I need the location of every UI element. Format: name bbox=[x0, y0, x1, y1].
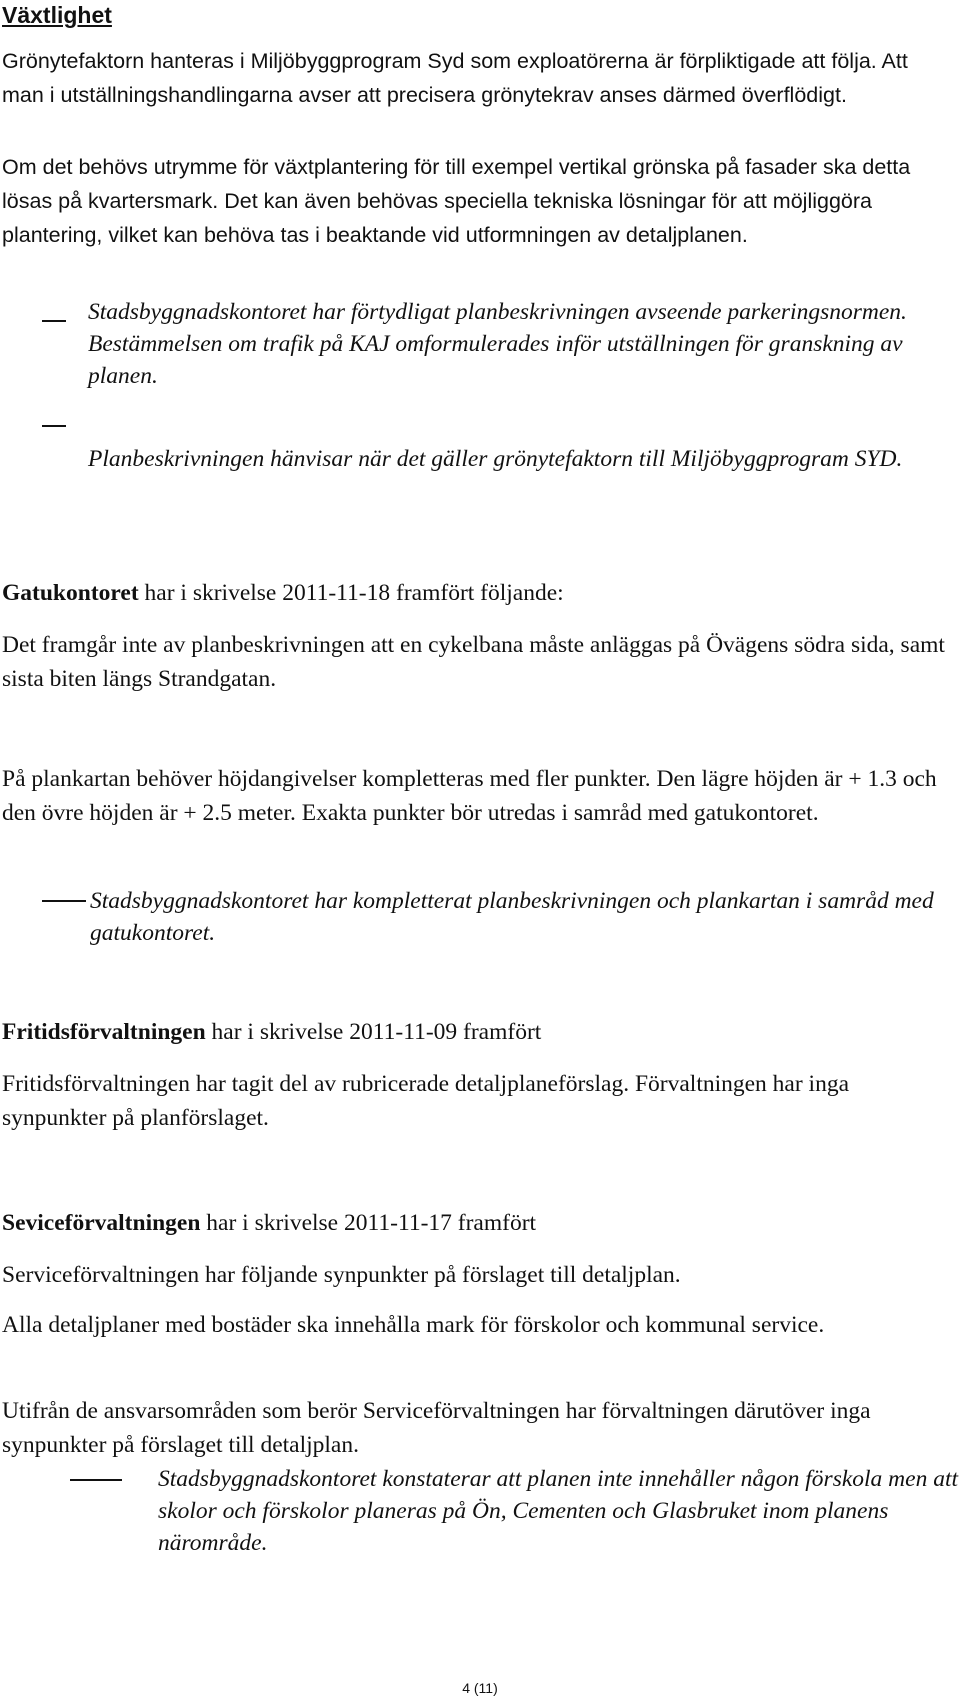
paragraph-service-ansvarsomraden: Utifrån de ansvarsområden som berör Serviceförvaltningen har förvaltningen därutöver inga synpunkter på förslaget till detaljplan. bbox=[2, 1398, 871, 1458]
org-name: Seviceförvaltningen bbox=[2, 1210, 201, 1236]
page-number: 4 (11) bbox=[462, 1680, 498, 1696]
dash-marker bbox=[70, 1479, 122, 1481]
dash-marker bbox=[42, 320, 66, 322]
paragraph-service-forskolor: Alla detaljplaner med bostäder ska innehålla mark för förskolor och kommunal service. bbox=[2, 1312, 825, 1338]
org-name: Gatukontoret bbox=[2, 580, 139, 606]
intro-text: har i skrivelse 2011-11-09 framfört bbox=[205, 1019, 542, 1045]
dash-marker bbox=[42, 425, 66, 427]
intro-text: har i skrivelse 2011-11-17 framfört bbox=[200, 1210, 537, 1236]
section-intro-fritidsforvaltningen bbox=[2, 1015, 952, 1049]
response-note-gatukontoret: Stadsbyggnadskontoret har kompletterat planbeskrivningen och plankartan i samråd med gatukontoret. bbox=[90, 888, 934, 946]
paragraph-cykelbana: Det framgår inte av planbeskrivningen att en cykelbana måste anläggas på Övägens södra sida, samt sista biten längs Strandgatan. bbox=[2, 632, 945, 692]
response-note-parkering: Stadsbyggnadskontoret har förtydligat planbeskrivningen avseende parkeringsnormen. Bestämmelsen om trafik på KAJ omformulerades inför utställningen för granskning av planen. bbox=[88, 299, 907, 389]
dash-marker bbox=[42, 900, 86, 902]
paragraph-gronytefaktor: Grönytefaktorn hanteras i Miljöbyggprogram Syd som exploatörerna är förpliktigade att följa. Att man i utställningshandlingarna avser att precisera grönytekrav anses därmed överflödigt. bbox=[2, 49, 908, 107]
paragraph-service-synpunkter: Serviceförvaltningen har följande synpunkter på förslaget till detaljplan. bbox=[2, 1262, 681, 1288]
response-note-gronytefaktor: Planbeskrivningen hänvisar när det gäller grönytefaktorn till Miljöbyggprogram SYD. bbox=[88, 446, 903, 472]
intro-text: har i skrivelse 2011-11-18 framfört följande: bbox=[138, 580, 564, 606]
org-name: Fritidsförvaltningen bbox=[2, 1019, 206, 1045]
response-note-service: Stadsbyggnadskontoret konstaterar att planen inte innehåller någon förskola men att skolor och förskolor planeras på Ön, Cementen och Glasbruket inom planens närområde. bbox=[158, 1466, 959, 1556]
section-intro-gatukontoret bbox=[2, 576, 952, 610]
section-heading-vaxtlighet: Växtlighet bbox=[2, 2, 112, 28]
paragraph-hojdangivelser: På plankartan behöver höjdangivelser kompletteras med fler punkter. Den lägre höjden är + 1.3 och den övre höjden är + 2.5 meter. Exakta punkter bör utredas i samråd med gatukontoret. bbox=[2, 766, 937, 826]
paragraph-vaxtplantering: Om det behövs utrymme för växtplantering för till exempel vertikal grönska på fasader ska detta lösas på kvartersmark. Det kan även behövas speciella tekniska lösningar för att möjliggöra plantering, vilket kan behöva tas i beaktande vid utformningen av detaljplanen. bbox=[2, 155, 911, 247]
section-intro-serviceforvaltningen bbox=[2, 1206, 952, 1240]
paragraph-fritid: Fritidsförvaltningen har tagit del av rubricerade detaljplaneförslag. Förvaltningen har inga synpunkter på planförslaget. bbox=[2, 1071, 850, 1131]
